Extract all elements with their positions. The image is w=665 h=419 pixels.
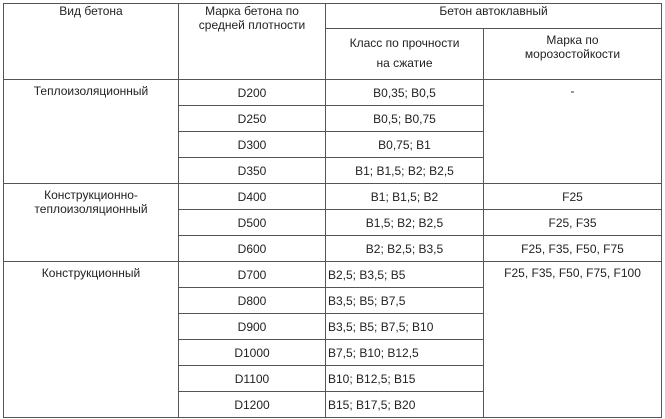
table-row	[4, 80, 662, 106]
class-cell: B0,75; B1	[326, 132, 484, 158]
grade-cell: D1200	[179, 392, 326, 418]
class-cell: B7,5; B10; B12,5	[326, 340, 484, 366]
class-cell: B1; B1,5; B2; B2,5	[326, 158, 484, 184]
grade-cell: D1000	[179, 340, 326, 366]
class-cell: B1,5; B2; B2,5	[326, 210, 484, 236]
header-autoclave-text: Бетон автоклавный	[439, 4, 548, 18]
grade-cell: D200	[179, 80, 326, 106]
class-cell: B3,5; B5; B7,5; B10	[326, 314, 484, 340]
group-type-label: Конструкционно-	[44, 188, 138, 202]
group-type-label-line2: теплоизоляционный	[34, 202, 148, 216]
grade-cell: D300	[179, 132, 326, 158]
group-type-cell	[4, 80, 179, 184]
class-cell: B0,5; B0,75	[326, 106, 484, 132]
header-density-line2: средней плотности	[198, 18, 306, 32]
grade-cell: D350	[179, 158, 326, 184]
grade-cell: D500	[179, 210, 326, 236]
group-type-label: Теплоизоляционный	[33, 84, 149, 98]
frost-cell: F25, F35, F50, F75	[484, 236, 662, 262]
concrete-properties-table	[3, 3, 662, 418]
class-cell: B0,35; B0,5	[326, 80, 484, 106]
grade-cell: D600	[179, 236, 326, 262]
class-cell: B1; B1,5; B2	[326, 184, 484, 210]
header-strength-line2: на сжатие	[376, 56, 433, 70]
grade-cell: D700	[179, 262, 326, 288]
header-strength-line1: Класс по прочности	[349, 36, 460, 50]
class-cell: B2; B2,5; B3,5	[326, 236, 484, 262]
header-density-line1: Марка бетона по	[205, 4, 299, 18]
grade-cell: D400	[179, 184, 326, 210]
header-frost-line2: морозостойкости	[524, 47, 621, 61]
class-cell: B2,5; B3,5; B5	[326, 262, 484, 288]
header-concrete-type-text: Вид бетона	[59, 4, 123, 18]
group-type-label: Конструкционный	[41, 266, 141, 280]
grade-cell: D250	[179, 106, 326, 132]
group-type-cell	[4, 262, 179, 418]
frost-cell: F25	[484, 184, 662, 210]
header-autoclave	[326, 4, 662, 29]
frost-cell: F25, F35	[484, 210, 662, 236]
header-density-grade	[179, 4, 326, 80]
header-frost-line1: Марка по	[546, 33, 599, 47]
class-cell: B15; B17,5; B20	[326, 392, 484, 418]
class-cell: B10; B12,5; B15	[326, 366, 484, 392]
group-type-cell	[4, 184, 179, 262]
frost-cell: -	[484, 80, 662, 184]
table-row	[4, 184, 662, 210]
grade-cell: D900	[179, 314, 326, 340]
header-strength-class	[326, 29, 484, 80]
grade-cell: D1100	[179, 366, 326, 392]
table-row	[4, 262, 662, 288]
grade-cell: D800	[179, 288, 326, 314]
header-concrete-type	[4, 4, 179, 80]
class-cell: B3,5; B5; B7,5	[326, 288, 484, 314]
header-frost-grade	[484, 29, 662, 80]
frost-cell: F25, F35, F50, F75, F100	[484, 262, 662, 418]
